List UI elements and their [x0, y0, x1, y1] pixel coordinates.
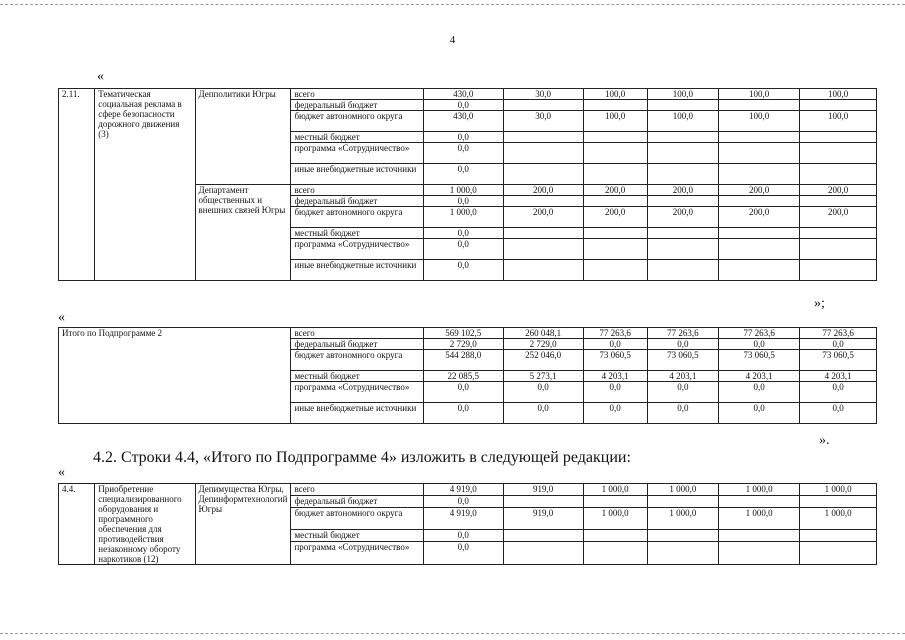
table-row	[59, 328, 877, 339]
value-cell	[583, 228, 647, 239]
source-cell: местный бюджет	[291, 371, 423, 382]
value-cell	[719, 143, 800, 164]
table-row	[59, 89, 877, 100]
value-cell: 1 000,0	[583, 507, 647, 530]
value-cell	[719, 164, 800, 185]
source-cell: бюджет автономного округа	[291, 350, 423, 371]
value-cell: 200,0	[719, 207, 800, 228]
value-cell	[719, 495, 800, 507]
value-cell: 200,0	[503, 185, 583, 196]
value-cell	[800, 164, 877, 185]
value-cell: 4 203,1	[583, 371, 647, 382]
value-cell	[800, 239, 877, 260]
source-cell: всего	[291, 484, 423, 496]
value-cell	[647, 164, 718, 185]
value-cell: 1 000,0	[719, 507, 800, 530]
source-cell: программа «Сотрудничество»	[291, 143, 423, 164]
table-subprogram-2-total	[58, 327, 877, 424]
source-cell: всего	[291, 328, 423, 339]
value-cell	[647, 495, 718, 507]
value-cell	[583, 530, 647, 542]
value-cell: 1 000,0	[647, 507, 718, 530]
value-cell	[719, 542, 800, 565]
source-cell: иные внебюджетные источники	[291, 164, 423, 185]
value-cell: 0,0	[423, 239, 503, 260]
value-cell: 4 919,0	[423, 507, 503, 530]
section-heading: 4.2. Строки 4.4, «Итого по Подпрограмме 4» изложить в следующей редакции:	[93, 449, 631, 466]
table-measure-4-4	[58, 483, 877, 565]
value-cell	[503, 239, 583, 260]
value-cell	[503, 132, 583, 143]
value-cell: 0,0	[423, 530, 503, 542]
value-cell: 30,0	[503, 111, 583, 132]
source-cell: федеральный бюджет	[291, 196, 423, 207]
value-cell: 200,0	[583, 185, 647, 196]
value-cell: 919,0	[503, 507, 583, 530]
value-cell: 430,0	[423, 89, 503, 100]
value-cell: 0,0	[423, 143, 503, 164]
open-quote-1: «	[97, 69, 104, 84]
value-cell	[719, 260, 800, 281]
page-number: 4	[449, 34, 456, 46]
table-measure-2-11	[58, 88, 877, 281]
value-cell	[647, 542, 718, 565]
value-cell	[647, 239, 718, 260]
value-cell: 0,0	[423, 495, 503, 507]
value-cell: 1 000,0	[583, 484, 647, 496]
value-cell	[719, 228, 800, 239]
value-cell: 200,0	[719, 185, 800, 196]
value-cell: 1 000,0	[647, 484, 718, 496]
value-cell: 100,0	[800, 89, 877, 100]
scan-edge-top	[0, 4, 905, 5]
value-cell: 100,0	[647, 89, 718, 100]
value-cell	[583, 260, 647, 281]
source-cell: бюджет автономного округа	[291, 207, 423, 228]
open-quote-2: «	[58, 310, 65, 325]
value-cell: 0,0	[423, 196, 503, 207]
value-cell	[503, 228, 583, 239]
source-cell: программа «Сотрудничество»	[291, 542, 423, 565]
value-cell: 100,0	[583, 89, 647, 100]
value-cell	[503, 143, 583, 164]
value-cell: 200,0	[647, 207, 718, 228]
value-cell: 0,0	[583, 339, 647, 350]
source-cell: всего	[291, 89, 423, 100]
row-number: 2.11.	[59, 89, 95, 281]
value-cell: 0,0	[503, 403, 583, 424]
value-cell: 200,0	[583, 207, 647, 228]
value-cell: 1 000,0	[423, 207, 503, 228]
value-cell: 0,0	[583, 403, 647, 424]
table-row	[59, 484, 877, 496]
value-cell	[503, 495, 583, 507]
value-cell	[503, 542, 583, 565]
value-cell: 1 000,0	[423, 185, 503, 196]
value-cell: 2 729,0	[423, 339, 503, 350]
value-cell: 77 263,6	[800, 328, 877, 339]
value-cell: 77 263,6	[583, 328, 647, 339]
source-cell: всего	[291, 185, 423, 196]
measure-name: Приобретение специализированного оборудования и программного обеспечения для противодействия незаконному обороту наркотиков (12)	[95, 484, 195, 565]
value-cell: 0,0	[423, 132, 503, 143]
source-cell: федеральный бюджет	[291, 100, 423, 111]
value-cell: 4 203,1	[800, 371, 877, 382]
value-cell: 30,0	[503, 89, 583, 100]
value-cell	[583, 143, 647, 164]
value-cell: 4 203,1	[647, 371, 718, 382]
close-quote-semicolon: »;	[814, 296, 825, 311]
value-cell: 77 263,6	[719, 328, 800, 339]
value-cell: 0,0	[503, 382, 583, 403]
source-cell: бюджет автономного округа	[291, 507, 423, 530]
value-cell	[800, 132, 877, 143]
value-cell	[583, 132, 647, 143]
value-cell: 73 060,5	[800, 350, 877, 371]
value-cell	[503, 530, 583, 542]
value-cell	[719, 100, 800, 111]
value-cell	[647, 530, 718, 542]
value-cell: 0,0	[800, 339, 877, 350]
value-cell: 100,0	[719, 89, 800, 100]
value-cell	[800, 542, 877, 565]
value-cell: 0,0	[647, 339, 718, 350]
value-cell: 919,0	[503, 484, 583, 496]
row-number: 4.4.	[59, 484, 95, 565]
value-cell: 0,0	[423, 100, 503, 111]
value-cell: 100,0	[719, 111, 800, 132]
value-cell: 4 203,1	[719, 371, 800, 382]
value-cell: 1 000,0	[800, 507, 877, 530]
value-cell	[647, 143, 718, 164]
value-cell	[800, 196, 877, 207]
executor-cell: Департамент общественных и внешних связей Югры	[195, 185, 291, 281]
subtotal-name: Итого по Подпрограмме 2	[59, 328, 291, 424]
value-cell	[800, 100, 877, 111]
value-cell: 200,0	[800, 185, 877, 196]
value-cell: 2 729,0	[503, 339, 583, 350]
value-cell: 430,0	[423, 111, 503, 132]
value-cell: 0,0	[719, 382, 800, 403]
value-cell: 4 919,0	[423, 484, 503, 496]
value-cell: 200,0	[503, 207, 583, 228]
source-cell: федеральный бюджет	[291, 495, 423, 507]
value-cell	[503, 100, 583, 111]
scan-edge-bottom	[0, 633, 905, 634]
value-cell: 544 288,0	[423, 350, 503, 371]
executor-cell: Депимущества Югры, Депинформтехнологий Югры	[195, 484, 291, 565]
value-cell: 0,0	[423, 382, 503, 403]
value-cell: 73 060,5	[583, 350, 647, 371]
source-cell: иные внебюджетные источники	[291, 260, 423, 281]
value-cell	[800, 495, 877, 507]
value-cell: 0,0	[800, 382, 877, 403]
value-cell: 252 046,0	[503, 350, 583, 371]
value-cell: 1 000,0	[800, 484, 877, 496]
value-cell	[503, 196, 583, 207]
value-cell	[647, 100, 718, 111]
value-cell: 0,0	[719, 339, 800, 350]
value-cell: 260 048,1	[503, 328, 583, 339]
value-cell	[503, 164, 583, 185]
value-cell	[647, 228, 718, 239]
value-cell: 0,0	[423, 260, 503, 281]
value-cell: 200,0	[647, 185, 718, 196]
value-cell	[647, 196, 718, 207]
close-quote-dot: ».	[819, 433, 830, 448]
value-cell: 77 263,6	[647, 328, 718, 339]
value-cell: 22 085,5	[423, 371, 503, 382]
source-cell: программа «Сотрудничество»	[291, 239, 423, 260]
source-cell: бюджет автономного округа	[291, 111, 423, 132]
value-cell	[583, 239, 647, 260]
value-cell: 0,0	[423, 164, 503, 185]
value-cell	[647, 132, 718, 143]
open-quote-3: «	[58, 465, 65, 480]
value-cell: 200,0	[800, 207, 877, 228]
value-cell	[719, 196, 800, 207]
value-cell	[503, 260, 583, 281]
value-cell	[583, 542, 647, 565]
value-cell	[719, 239, 800, 260]
source-cell: иные внебюджетные источники	[291, 403, 423, 424]
value-cell: 73 060,5	[719, 350, 800, 371]
value-cell	[719, 530, 800, 542]
value-cell	[583, 100, 647, 111]
source-cell: местный бюджет	[291, 530, 423, 542]
value-cell: 0,0	[583, 382, 647, 403]
value-cell: 569 102,5	[423, 328, 503, 339]
value-cell: 73 060,5	[647, 350, 718, 371]
source-cell: федеральный бюджет	[291, 339, 423, 350]
value-cell	[647, 260, 718, 281]
value-cell: 1 000,0	[719, 484, 800, 496]
value-cell	[800, 228, 877, 239]
value-cell	[583, 495, 647, 507]
value-cell: 0,0	[647, 403, 718, 424]
value-cell: 0,0	[423, 542, 503, 565]
value-cell: 100,0	[583, 111, 647, 132]
value-cell	[800, 260, 877, 281]
executor-cell: Депполитики Югры	[195, 89, 291, 185]
value-cell	[583, 164, 647, 185]
value-cell: 0,0	[423, 228, 503, 239]
source-cell: программа «Сотрудничество»	[291, 382, 423, 403]
value-cell: 100,0	[800, 111, 877, 132]
value-cell: 0,0	[423, 403, 503, 424]
source-cell: местный бюджет	[291, 132, 423, 143]
value-cell: 0,0	[800, 403, 877, 424]
value-cell	[800, 143, 877, 164]
value-cell: 100,0	[647, 111, 718, 132]
value-cell: 5 273,1	[503, 371, 583, 382]
value-cell	[800, 530, 877, 542]
value-cell	[719, 132, 800, 143]
value-cell	[583, 196, 647, 207]
value-cell: 0,0	[719, 403, 800, 424]
value-cell: 0,0	[647, 382, 718, 403]
source-cell: местный бюджет	[291, 228, 423, 239]
measure-name: Тематическая социальная реклама в сфере безопасности дорожного движения (3)	[95, 89, 195, 281]
